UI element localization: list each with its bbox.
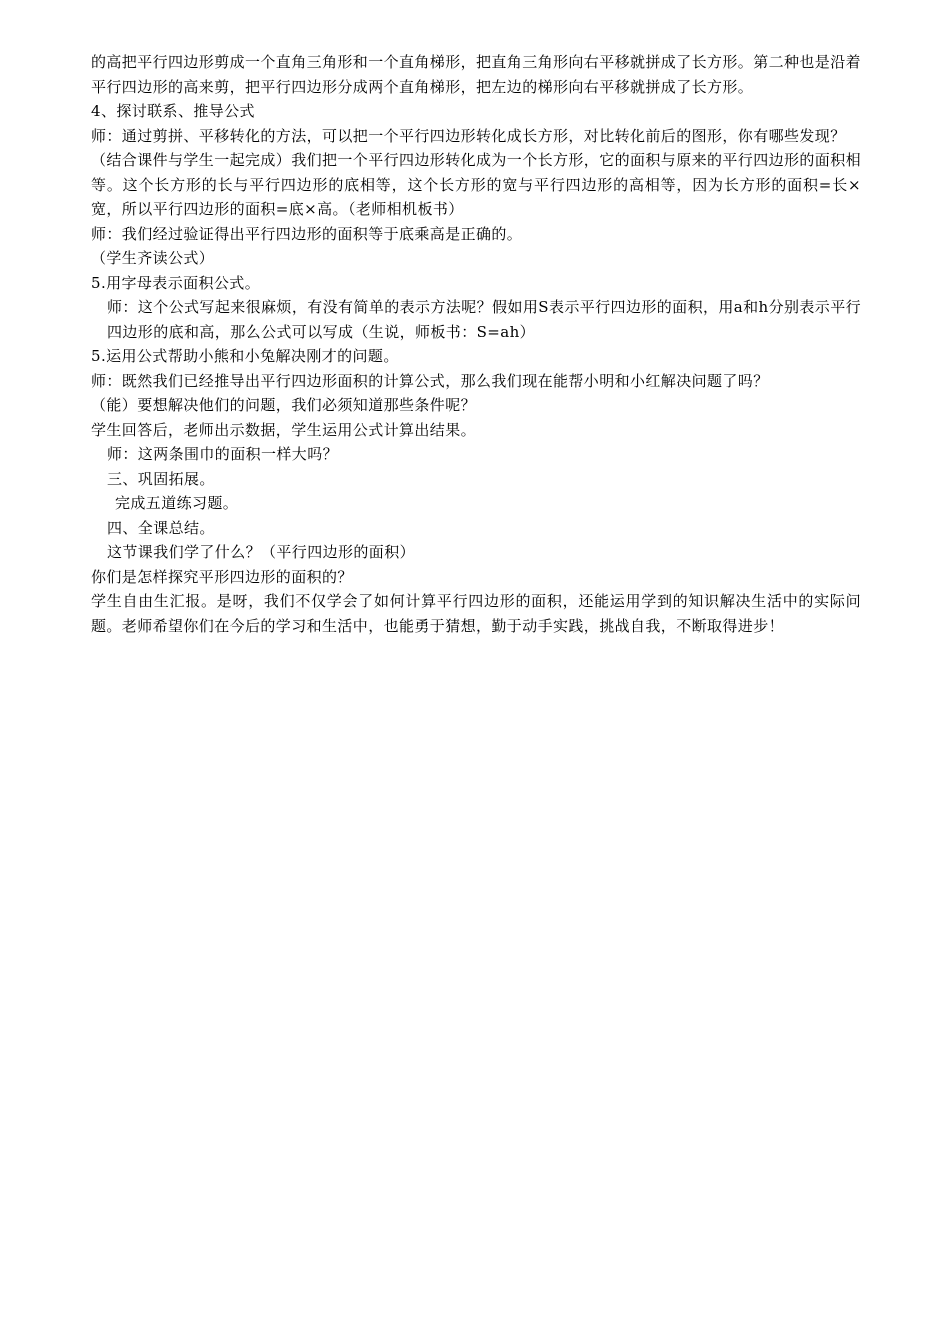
heading-consolidate: 三、巩固拓展。 <box>107 469 215 488</box>
paragraph-teacher-verification: 师：我们经过验证得出平行四边形的面积等于底乘高是正确的。 <box>91 224 523 243</box>
paragraph-letter-formula: 师：这个公式写起来很麻烦，有没有简单的表示方法呢？假如用S表示平行四边形的面积，用a和h分别表示平行四边形的底和高，那么公式可以写成（生说，师板书：S=ah） <box>107 298 861 341</box>
paragraph-teacher-apply: 师：既然我们已经推导出平行四边形面积的计算公式，那么我们现在能帮小明和小红解决问题了吗？ <box>91 371 769 390</box>
paragraph-conditions: （能）要想解决他们的问题，我们必须知道那些条件呢？ <box>91 396 477 414</box>
paragraph-scarf-question: 师：这两条围巾的面积一样大吗？ <box>107 445 339 463</box>
paragraph-teacher-question: 师：通过剪拼、平移转化的方法，可以把一个平行四边形转化成长方形，对比转化前后的图形，你有哪些发现？ <box>91 126 846 145</box>
paragraph-closing: 学生自由生汇报。是呀，我们不仅学会了如何计算平行四边形的面积，还能运用学到的知识解决生活中的实际问题。老师希望你们在今后的学习和生活中，也能勇于猜想，勤于动手实践，挑战自我，不断取得进步！ <box>91 592 861 635</box>
paragraph-student-calculation: 学生回答后，老师出示数据，学生运用公式计算出结果。 <box>91 420 477 439</box>
heading-letter-formula: 5.用字母表示面积公式。 <box>91 273 261 292</box>
document-page <box>91 50 861 638</box>
heading-derive-formula: 4、探讨联系、推导公式 <box>91 102 255 120</box>
paragraph-conversion-explanation: （结合课件与学生一起完成）我们把一个平行四边形转化成为一个长方形，它的面积与原来的平行四边形的面积相等。这个长方形的长与平行四边形的底相等，这个长方形的宽与平行四边形的高相等，因为长方形的面积=长×宽，所以平行四边形的面积=底×高。（老师相机板书） <box>91 151 862 218</box>
paragraph-what-learned: 这节课我们学了什么？（平行四边形的面积） <box>107 543 416 561</box>
paragraph-how-explored: 你们是怎样探究平形四边形的面积的？ <box>91 567 353 586</box>
paragraph-exercises: 完成五道练习题。 <box>115 494 239 512</box>
paragraph-method-description: 的高把平行四边形剪成一个直角三角形和一个直角梯形，把直角三角形向右平移就拼成了长方形。第二种也是沿着平行四边形的高来剪，把平行四边形分成两个直角梯形，把左边的梯形向右平移就拼成了长方形。 <box>91 53 862 96</box>
heading-apply-formula: 5.运用公式帮助小熊和小兔解决刚才的问题。 <box>91 347 399 365</box>
paragraph-read-formula: （学生齐读公式） <box>91 249 215 267</box>
heading-summary: 四、全课总结。 <box>107 518 215 537</box>
